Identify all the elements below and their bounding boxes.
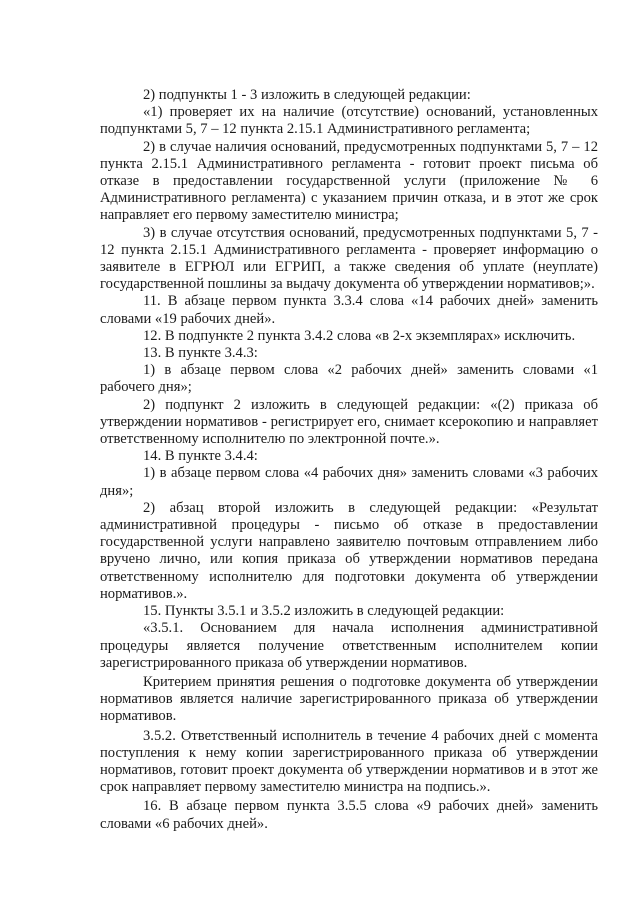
- paragraph: 16. В абзаце первом пункта 3.5.5 слова «9 рабочих дней» заменить словами «6 рабочих дней».: [100, 798, 598, 832]
- paragraph: «1) проверяет их на наличие (отсутствие) оснований, установленных подпунктами 5, 7 – 12 пункта 2.15.1 Административного регламента;: [100, 104, 598, 138]
- paragraph: 2) подпункт 2 изложить в следующей редакции: «(2) приказа об утверждении нормативов - регистрирует его, снимает ксерокопию и направляет ответственному исполнителю по электронной почте.».: [100, 396, 598, 448]
- paragraph: 12. В подпункте 2 пункта 3.4.2 слова «в 2-х экземплярах» исключить.: [143, 327, 576, 344]
- paragraph: Критерием принятия решения о подготовке документа об утверждении нормативов является наличие зарегистрированного приказа об утверждении нормативов.: [100, 673, 598, 725]
- paragraph: 2) абзац второй изложить в следующей редакции: «Результат административной процедуры - письмо об отказе в предоставлении государственной услуги направлено заявителю почтовым отправлением либо вручено лично, или копия приказа об утверждении нормативов передана ответственному исполнителю для подготовки документа об утверждении нормативов.».: [100, 499, 598, 602]
- document-page: [100, 87, 598, 833]
- paragraph: 2) в случае наличия оснований, предусмотренных подпунктами 5, 7 – 12 пункта 2.15.1 Административного регламента - готовит проект письма об отказе в предоставлении государственной услуги (приложение № 6 Административного регламента) с указанием причин отказа, и в этот же срок направляет его первому заместителю министра;: [100, 138, 598, 224]
- paragraph: 13. В пункте 3.4.3:: [143, 345, 258, 362]
- paragraph: 11. В абзаце первом пункта 3.3.4 слова «14 рабочих дней» заменить словами «19 рабочих дней».: [100, 293, 598, 327]
- paragraph: 1) в абзаце первом слова «4 рабочих дня» заменить словами «3 рабочих дня»;: [100, 465, 598, 499]
- paragraph: 14. В пункте 3.4.4:: [143, 448, 258, 465]
- paragraph: «3.5.1. Основанием для начала исполнения административной процедуры является получение ответственным исполнителем копии зарегистрированного приказа об утверждении нормативов.: [100, 620, 598, 671]
- paragraph: 3.5.2. Ответственный исполнитель в течение 4 рабочих дней с момента поступления к нему копии зарегистрированного приказа об утверждении нормативов, готовит проект документа об утверждении нормативов и в этот же срок направляет первому заместителю министра на подпись.».: [100, 727, 598, 796]
- paragraph: 15. Пункты 3.5.1 и 3.5.2 изложить в следующей редакции:: [143, 603, 505, 620]
- paragraph: 3) в случае отсутствия оснований, предусмотренных подпунктами 5, 7 - 12 пункта 2.15.1 Административного регламента - проверяет информацию о заявителе в ЕГРЮЛ или ЕГРИП, а также сведения об уплате (неуплате) государственной пошлины за выдачу документа об утверждении нормативов;».: [100, 224, 598, 293]
- paragraph: 1) в абзаце первом слова «2 рабочих дней» заменить словами «1 рабочего дня»;: [100, 362, 598, 396]
- paragraph: 2) подпункты 1 - 3 изложить в следующей редакции:: [143, 87, 471, 103]
